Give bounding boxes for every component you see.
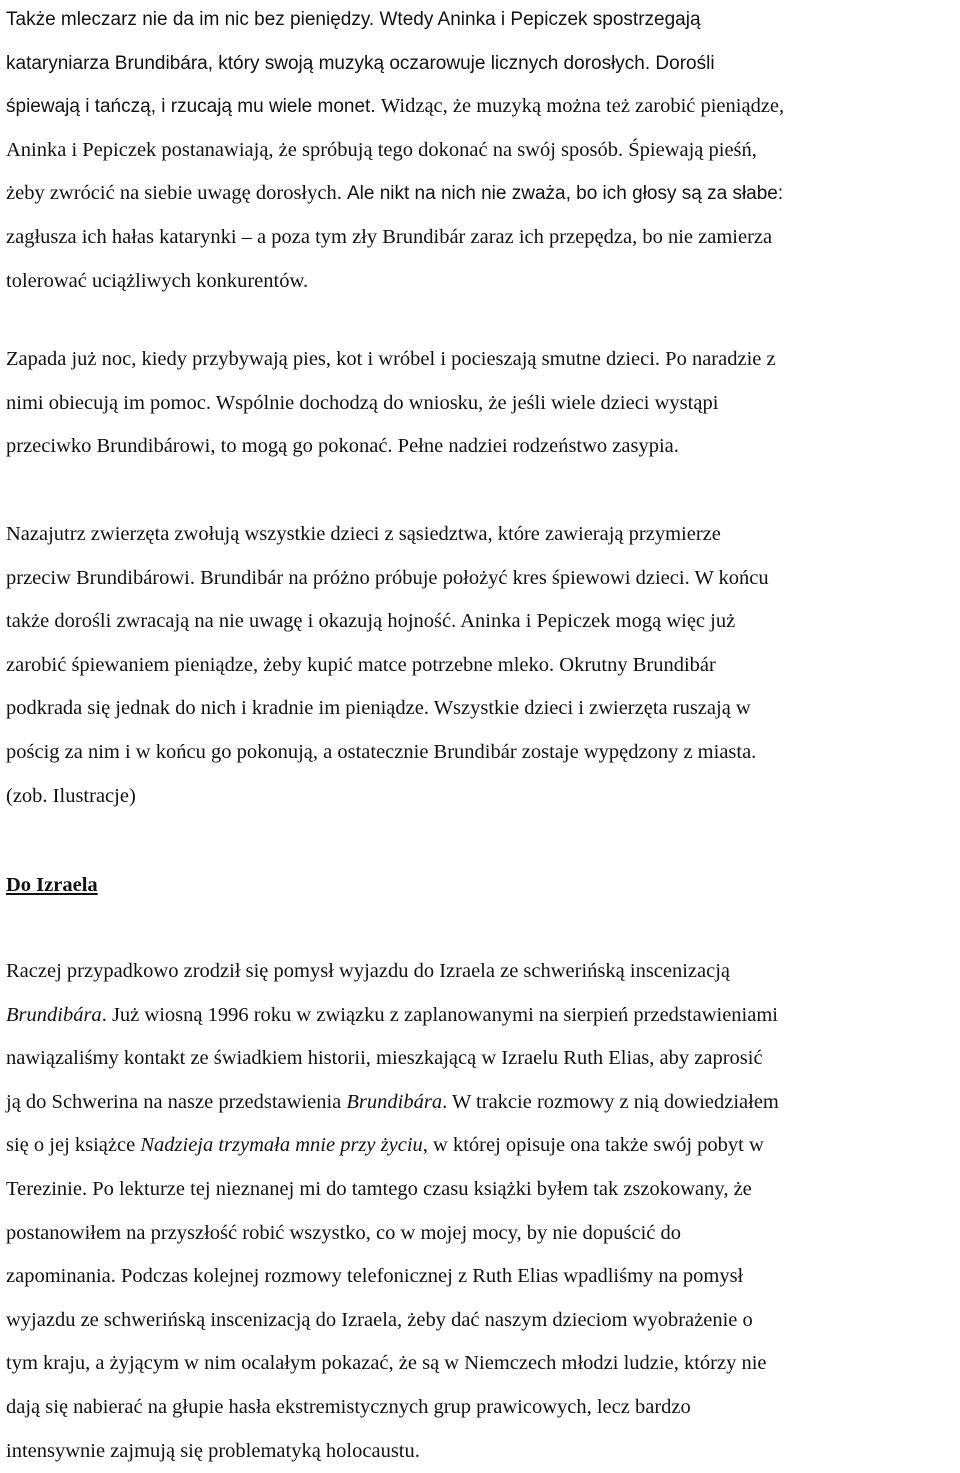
text-run: śpiewają i tańczą, i rzucają mu wiele monet. xyxy=(6,96,381,118)
paragraph-4-line xyxy=(6,1124,779,1168)
paragraph-3-line: (zob. Ilustracje) xyxy=(6,784,136,807)
paragraph-4-line: nawiązaliśmy kontakt ze świadkiem historii, mieszkającą w Izraelu Ruth Elias, aby zaprosić xyxy=(6,1047,763,1070)
paragraph-1-line: Także mleczarz nie da im nic bez pieniędzy. Wtedy Aninka i Pepiczek spostrzegają xyxy=(6,9,701,30)
paragraph-1-line: tolerować uciążliwych konkurentów. xyxy=(6,269,309,292)
paragraph-3-line: zarobić śpiewaniem pieniądze, żeby kupić matce potrzebne mleko. Okrutny Brundibár xyxy=(6,653,716,676)
paragraph-4-line: dają się nabierać na głupie hasła ekstremistycznych grup prawicowych, lecz bardzo xyxy=(6,1395,691,1418)
paragraph-4-line xyxy=(6,994,779,1038)
paragraph-3-line: Nazajutrz zwierzęta zwołują wszystkie dzieci z sąsiedztwa, które zawierają przymierze xyxy=(6,523,721,545)
paragraph-4-line xyxy=(6,1081,779,1125)
text-run: żeby zwrócić na siebie uwagę dorosłych. xyxy=(6,182,347,205)
paragraph-4-line: intensywnie zajmują się problematyką holocaustu. xyxy=(6,1439,420,1462)
paragraph-4-line: Terezinie. Po lekturze tej nieznanej mi do tamtego czasu książki byłem tak zszokowany, że xyxy=(6,1177,752,1200)
paragraph-1-line: zagłusza ich hałas katarynki – a poza tym zły Brundibár zaraz ich przepędza, bo nie zamierza xyxy=(6,225,773,248)
paragraph-3-line: przeciw Brundibárowi. Brundibár na próżno próbuje położyć kres śpiewowi dzieci. W końcu xyxy=(6,566,769,589)
paragraph-4-line: postanowiłem na przyszłość robić wszystko, co w mojej mocy, by nie dopuścić do xyxy=(6,1221,682,1244)
text-run: się o jej książce xyxy=(6,1134,141,1157)
paragraph-1-line xyxy=(6,172,784,216)
text-run: ją do Schwerina na nasze przedstawienia xyxy=(6,1090,347,1113)
italic-book-title: Nadzieja trzymała mnie przy życiu xyxy=(140,1134,423,1157)
paragraph-2 xyxy=(6,338,776,469)
italic-title: Brundibára xyxy=(346,1090,443,1113)
paragraph-2-line: przeciwko Brundibárowi, to mogą go pokonać. Pełne nadziei rodzeństwo zasypia. xyxy=(6,435,679,458)
paragraph-3 xyxy=(6,513,769,818)
paragraph-4 xyxy=(6,950,779,1473)
paragraph-4-line: tym kraju, a żyjącym w nim ocalałym pokazać, że są w Niemczech młodzi ludzie, którzy nie xyxy=(6,1352,767,1375)
text-run: Widząc, że muzyką można też zarobić pieniądze, xyxy=(380,95,785,118)
text-run: Ale nikt na nich nie zważa, bo ich głosy są za słabe: xyxy=(346,183,784,205)
italic-title: Brundibára xyxy=(6,1003,102,1026)
paragraph-1-line xyxy=(6,85,784,129)
paragraph-3-line: także dorośli zwracają na nie uwagę i okazują hojność. Aninka i Pepiczek mogą więc już xyxy=(6,610,736,633)
text-run: , w której opisuje ona także swój pobyt w xyxy=(422,1134,764,1157)
paragraph-4-line: Raczej przypadkowo zrodził się pomysł wyjazdu do Izraela ze schwerińską inscenizacją xyxy=(6,960,731,982)
section-heading: Do Izraela xyxy=(6,874,98,896)
paragraph-1-line: kataryniarza Brundibára, który swoją muzyką oczarowuje licznych dorosłych. Dorośli xyxy=(6,52,715,74)
paragraph-1-line: Aninka i Pepiczek postanawiają, że spróbują tego dokonać na swój sposób. Śpiewają pieśń, xyxy=(6,138,757,161)
text-run: . Już wiosną 1996 roku w związku z zaplanowanymi na sierpień przedstawieniami xyxy=(101,1003,778,1026)
paragraph-3-line: podkrada się jednak do nich i kradnie im pieniądze. Wszystkie dzieci i zwierzęta ruszają w xyxy=(6,697,751,720)
paragraph-4-line: zapominania. Podczas kolejnej rozmowy telefonicznej z Ruth Elias wpadliśmy na pomysł xyxy=(6,1265,744,1288)
paragraph-3-line: pościg za nim i w końcu go pokonują, a ostatecznie Brundibár zostaje wypędzony z miasta. xyxy=(6,740,757,763)
paragraph-1 xyxy=(6,0,784,303)
paragraph-2-line: Zapada już noc, kiedy przybywają pies, kot i wróbel i pocieszają smutne dzieci. Po naradzie z xyxy=(6,348,776,370)
paragraph-4-line: wyjazdu ze schwerińską inscenizacją do Izraela, żeby dać naszym dzieciom wyobrażenie o xyxy=(6,1308,753,1331)
text-run: . W trakcie rozmowy z nią dowiedziałem xyxy=(442,1090,779,1113)
paragraph-2-line: nimi obiecują im pomoc. Wspólnie dochodzą do wniosku, że jeśli wiele dzieci wystąpi xyxy=(6,391,719,414)
